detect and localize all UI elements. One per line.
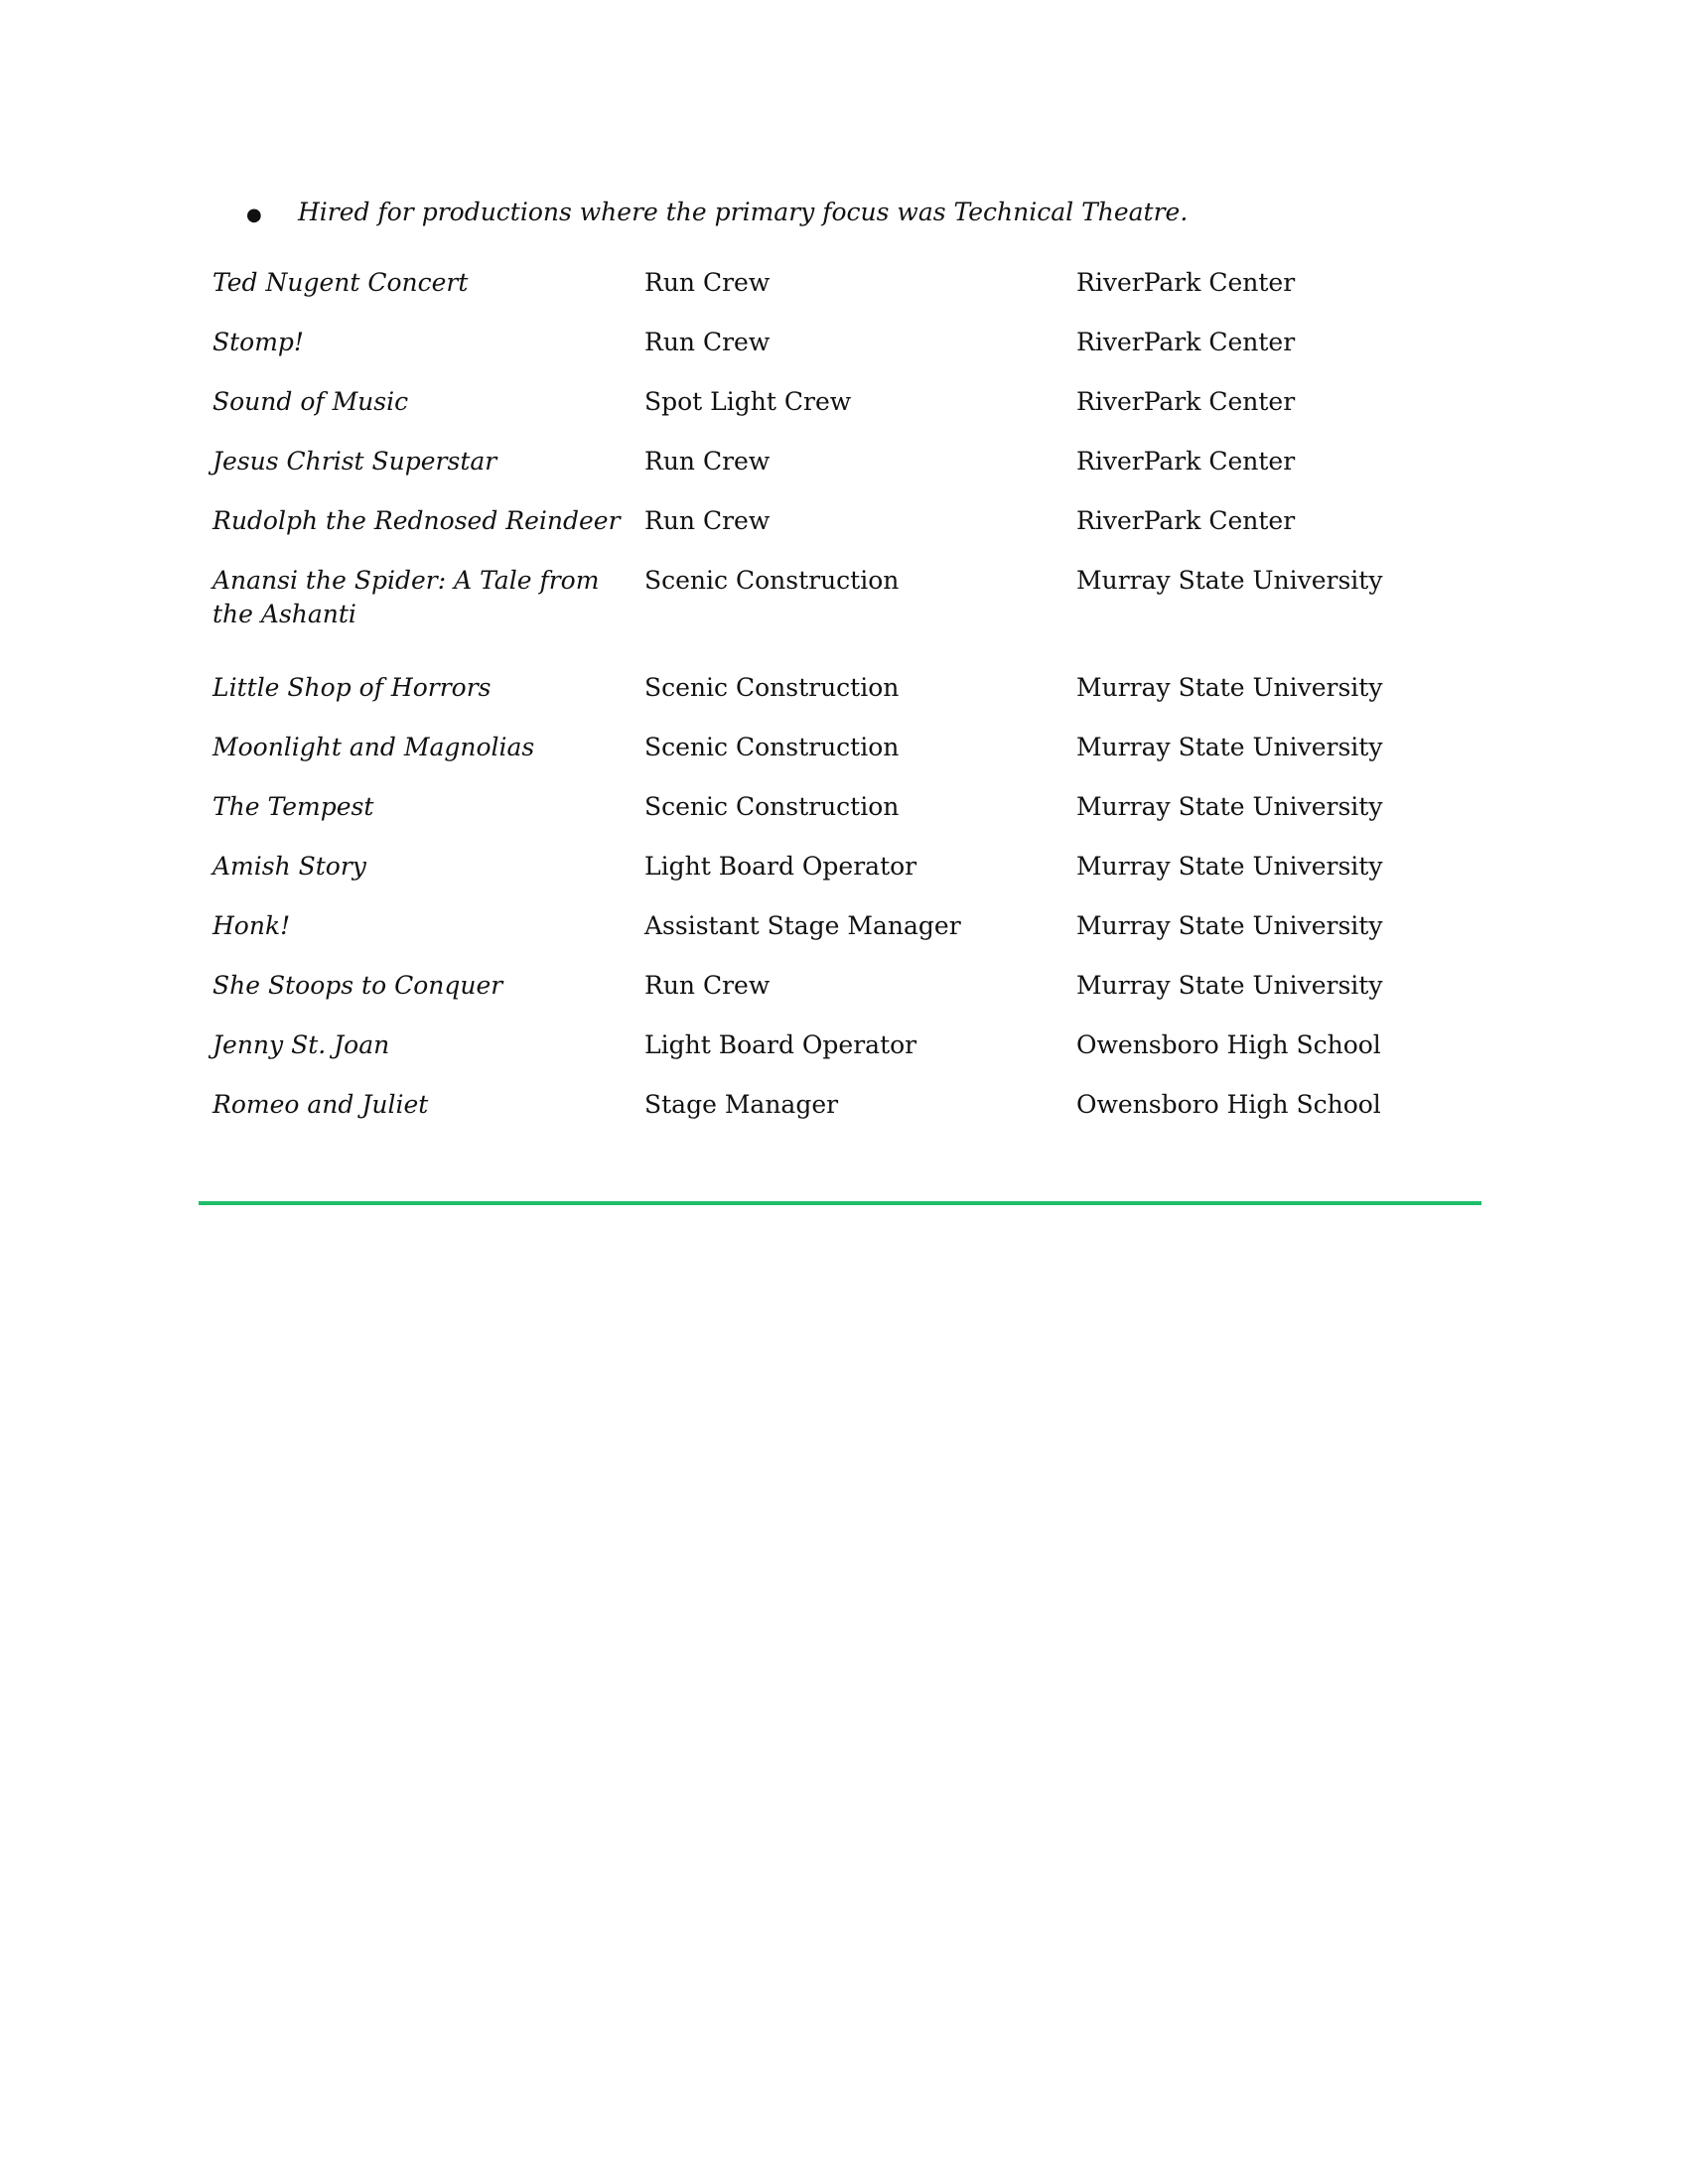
production-venue: RiverPark Center [1076,328,1296,356]
production-role: Run Crew [644,328,771,356]
credit-row [212,909,1483,943]
bullet-icon: ● [246,205,262,225]
bullet-text: Hired for productions where the primary focus was Technical Theatre. [298,198,1189,226]
production-title: Rudolph the Rednosed Reindeer [212,506,621,535]
production-title: Honk! [212,911,291,940]
production-role: Scenic Construction [644,792,900,821]
credit-row [212,969,1483,1003]
production-title: Little Shop of Horrors [212,673,492,702]
production-title: Anansi the Spider: A Tale from the Ashanti [212,566,600,628]
section-divider [199,1201,1481,1205]
production-role: Scenic Construction [644,673,900,702]
production-role: Spot Light Crew [644,387,852,416]
production-venue: Owensboro High School [1076,1030,1381,1059]
credit-row [212,266,1483,300]
production-title: Stomp! [212,328,304,356]
production-title: Romeo and Juliet [212,1090,429,1119]
production-venue: Owensboro High School [1076,1090,1381,1119]
production-venue: Murray State University [1076,911,1383,940]
production-role: Scenic Construction [644,566,900,595]
production-venue: Murray State University [1076,852,1383,881]
production-role: Scenic Construction [644,733,900,761]
credit-row [212,850,1483,884]
production-role: Run Crew [644,268,771,297]
production-title: The Tempest [212,792,374,821]
bullet-item [246,196,1188,232]
production-role: Run Crew [644,971,771,1000]
production-venue: RiverPark Center [1076,268,1296,297]
production-venue: Murray State University [1076,733,1383,761]
production-title: She Stoops to Conquer [212,971,503,1000]
credit-row [212,564,1483,631]
credit-row [212,790,1483,824]
credit-row [212,671,1483,705]
production-venue: RiverPark Center [1076,506,1296,535]
production-title: Sound of Music [212,387,409,416]
production-role: Run Crew [644,506,771,535]
credit-row [212,504,1483,538]
production-venue: Murray State University [1076,971,1383,1000]
technical-credits-table [212,266,1483,1148]
production-role: Stage Manager [644,1090,839,1119]
production-title: Amish Story [212,852,366,881]
credit-row [212,385,1483,419]
credit-row [212,1088,1483,1122]
production-title: Jesus Christ Superstar [212,447,497,476]
production-role: Run Crew [644,447,771,476]
production-role: Light Board Operator [644,852,917,881]
production-venue: Murray State University [1076,566,1383,595]
production-venue: Murray State University [1076,792,1383,821]
production-role: Light Board Operator [644,1030,917,1059]
production-title: Moonlight and Magnolias [212,733,535,761]
production-role: Assistant Stage Manager [644,911,961,940]
production-title: Ted Nugent Concert [212,268,469,297]
credit-row [212,1028,1483,1062]
credit-row [212,326,1483,359]
production-venue: Murray State University [1076,673,1383,702]
production-venue: RiverPark Center [1076,387,1296,416]
production-title: Jenny St. Joan [212,1030,390,1059]
credit-row [212,731,1483,764]
credit-row [212,445,1483,478]
production-venue: RiverPark Center [1076,447,1296,476]
